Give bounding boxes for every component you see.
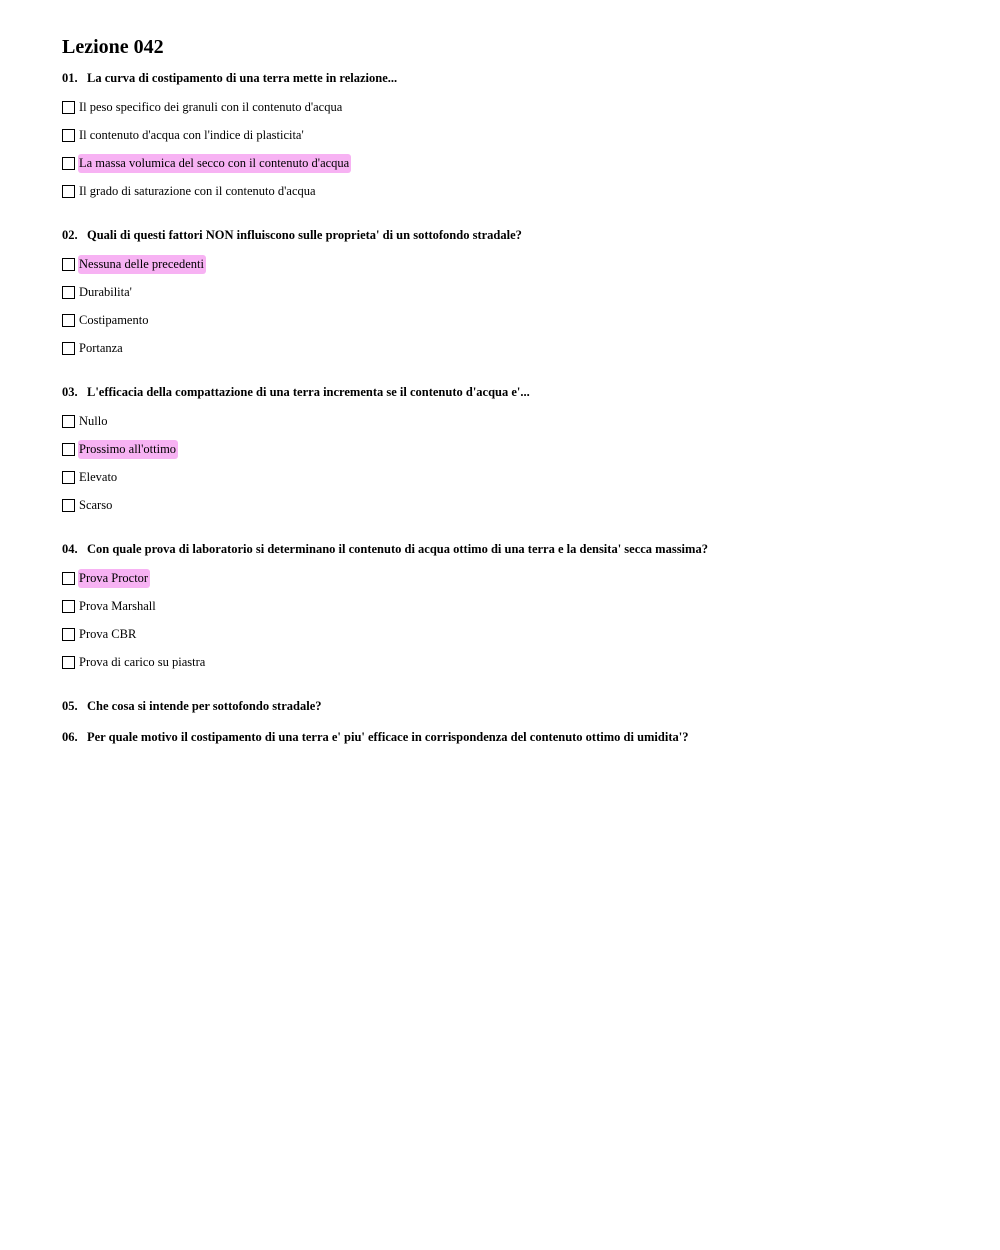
answer-option[interactable] xyxy=(62,491,962,519)
answer-checkbox[interactable] xyxy=(62,443,75,456)
answer-label-highlighted: Prossimo all'ottimo xyxy=(78,440,178,459)
answer-label: Portanza xyxy=(79,340,123,355)
answer-checkbox[interactable] xyxy=(62,499,75,512)
answer-option[interactable] xyxy=(62,564,962,592)
answer-option[interactable] xyxy=(62,177,962,205)
question-3 xyxy=(62,383,962,527)
answer-option[interactable] xyxy=(62,435,962,463)
answer-checkbox[interactable] xyxy=(62,572,75,585)
quiz-page xyxy=(62,34,962,759)
question-2 xyxy=(62,226,962,370)
answer-label-highlighted: La massa volumica del secco con il contenuto d'acqua xyxy=(78,154,351,173)
question-number: 02. xyxy=(62,228,78,242)
question-heading xyxy=(62,728,962,746)
answer-checkbox[interactable] xyxy=(62,628,75,641)
answer-option[interactable] xyxy=(62,250,962,278)
question-heading xyxy=(62,226,962,244)
answer-label: Nullo xyxy=(79,413,108,428)
answer-checkbox[interactable] xyxy=(62,258,75,271)
answer-option[interactable] xyxy=(62,648,962,676)
question-1 xyxy=(62,69,962,213)
answer-checkbox[interactable] xyxy=(62,129,75,142)
question-number: 04. xyxy=(62,542,78,556)
answer-label: Prova di carico su piastra xyxy=(79,654,206,669)
question-heading xyxy=(62,697,962,715)
question-6 xyxy=(62,728,962,746)
answer-label: Durabilita' xyxy=(79,284,132,299)
question-text: Che cosa si intende per sottofondo stradale? xyxy=(87,699,322,713)
answer-checkbox[interactable] xyxy=(62,342,75,355)
answer-checkbox[interactable] xyxy=(62,471,75,484)
answer-checkbox[interactable] xyxy=(62,101,75,114)
answer-option[interactable] xyxy=(62,93,962,121)
answer-label-highlighted: Prova Proctor xyxy=(78,569,150,588)
question-number: 03. xyxy=(62,385,78,399)
question-text: Per quale motivo il costipamento di una terra e' piu' efficace in corrispondenza del contenuto ottimo di umidita'? xyxy=(87,730,689,744)
answer-option[interactable] xyxy=(62,149,962,177)
answer-checkbox[interactable] xyxy=(62,600,75,613)
question-text: Con quale prova di laboratorio si determinano il contenuto di acqua ottimo di una terra e la densita' secca massima? xyxy=(87,542,708,556)
question-text: Quali di questi fattori NON influiscono sulle proprieta' di un sottofondo stradale? xyxy=(87,228,522,242)
question-heading xyxy=(62,540,962,558)
question-4 xyxy=(62,540,962,684)
question-number: 01. xyxy=(62,71,78,85)
answer-option[interactable] xyxy=(62,278,962,306)
answer-checkbox[interactable] xyxy=(62,656,75,669)
answer-label: Il grado di saturazione con il contenuto d'acqua xyxy=(79,183,316,198)
answer-checkbox[interactable] xyxy=(62,157,75,170)
answer-option[interactable] xyxy=(62,620,962,648)
answer-label: Elevato xyxy=(79,469,118,484)
answer-option[interactable] xyxy=(62,592,962,620)
question-heading xyxy=(62,69,962,87)
lesson-title: Lezione 042 xyxy=(62,36,164,58)
answer-label: Scarso xyxy=(79,497,113,512)
answer-label: Prova CBR xyxy=(79,626,137,641)
answer-checkbox[interactable] xyxy=(62,314,75,327)
question-number: 06. xyxy=(62,730,78,744)
question-number: 05. xyxy=(62,699,78,713)
question-text: L'efficacia della compattazione di una terra incrementa se il contenuto d'acqua e'... xyxy=(87,385,530,399)
answer-checkbox[interactable] xyxy=(62,415,75,428)
answer-option[interactable] xyxy=(62,463,962,491)
answer-option[interactable] xyxy=(62,306,962,334)
answer-label-highlighted: Nessuna delle precedenti xyxy=(78,255,206,274)
answer-option[interactable] xyxy=(62,334,962,362)
answer-label: Costipamento xyxy=(79,312,149,327)
answer-option[interactable] xyxy=(62,407,962,435)
answer-option[interactable] xyxy=(62,121,962,149)
answer-label: Prova Marshall xyxy=(79,598,156,613)
answer-checkbox[interactable] xyxy=(62,185,75,198)
answer-label: Il contenuto d'acqua con l'indice di plasticita' xyxy=(79,127,304,142)
question-5 xyxy=(62,697,962,715)
answer-label: Il peso specifico dei granuli con il contenuto d'acqua xyxy=(79,99,343,114)
question-heading xyxy=(62,383,962,401)
question-list xyxy=(62,69,962,746)
question-text: La curva di costipamento di una terra mette in relazione... xyxy=(87,71,398,85)
answer-checkbox[interactable] xyxy=(62,286,75,299)
